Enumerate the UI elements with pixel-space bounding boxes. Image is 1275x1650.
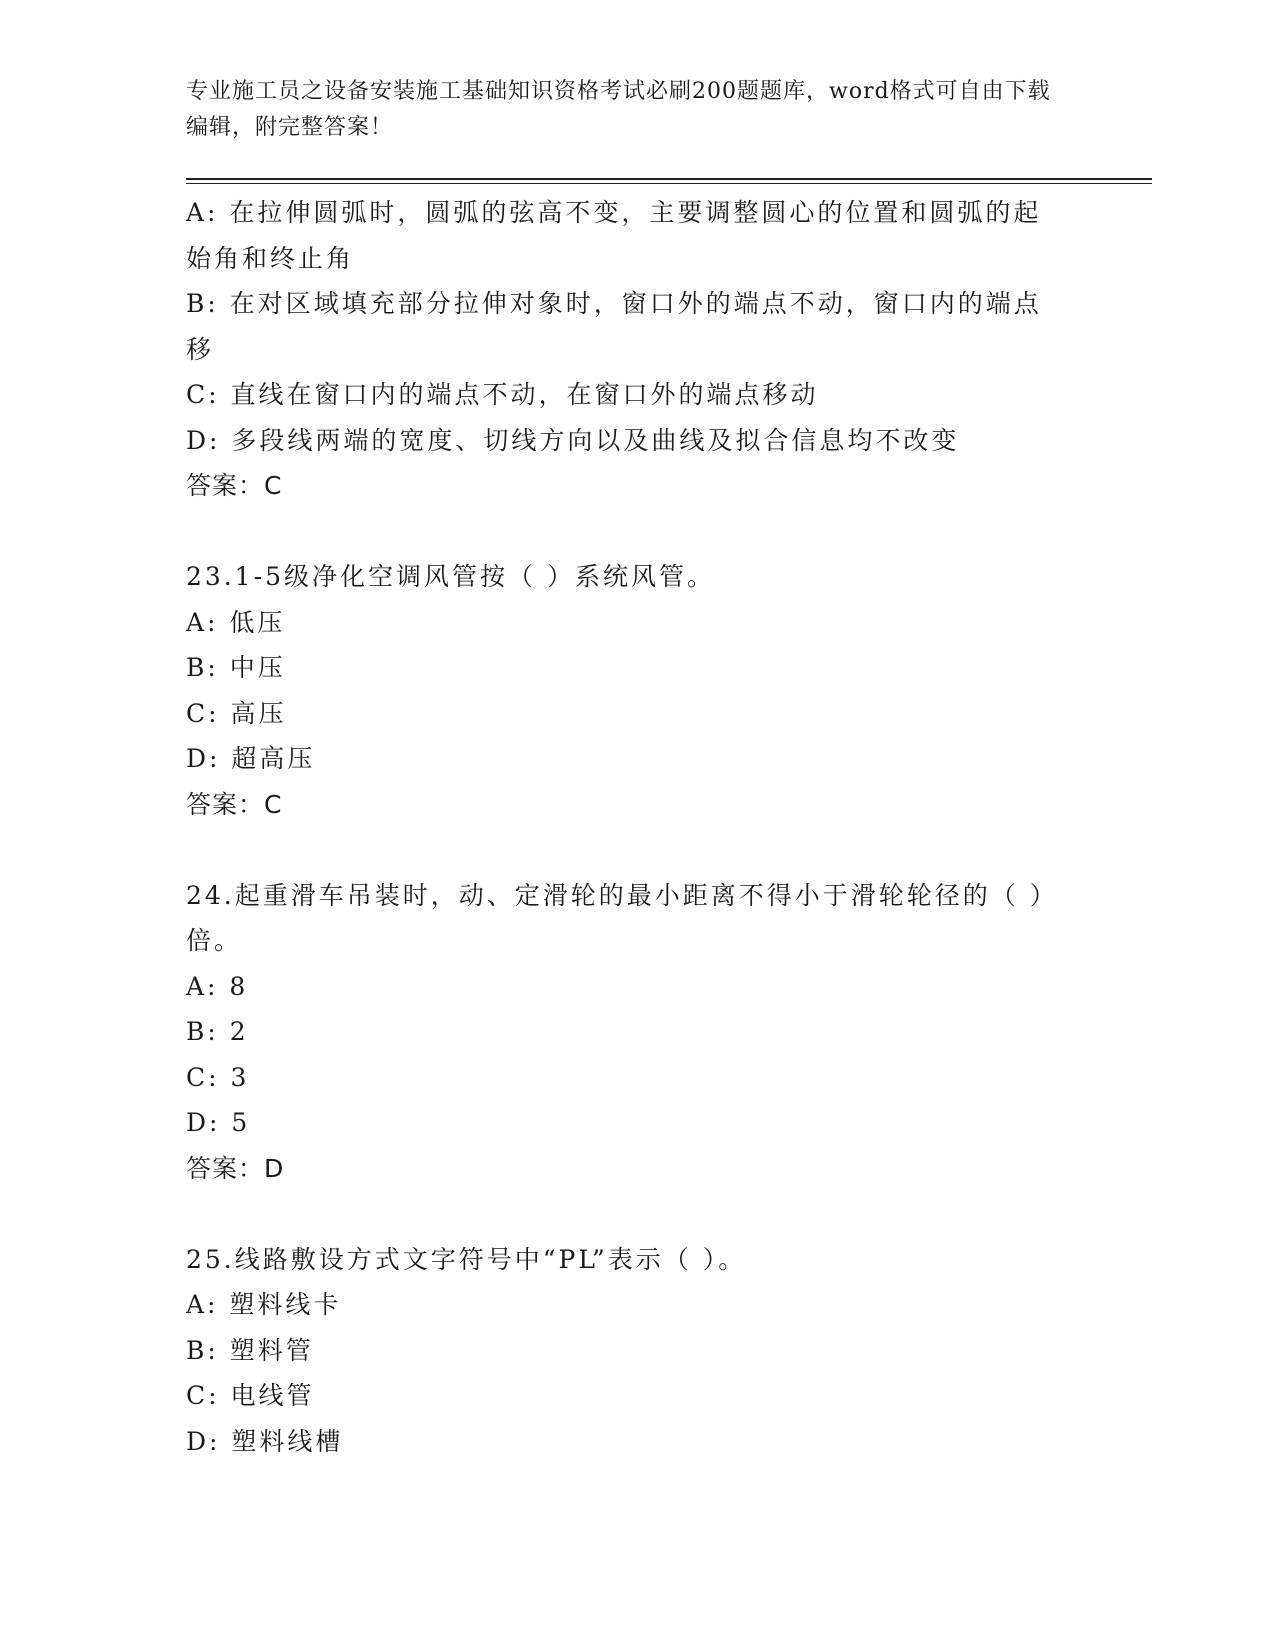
option-d: D: 塑料线槽	[186, 1426, 344, 1456]
question-25-block	[186, 1237, 1086, 1465]
option-c: C: 3	[186, 1062, 250, 1092]
option-b: B: 在对区域填充部分拉伸对象时，窗口外的端点不动，窗口内的端点移	[186, 289, 1042, 364]
option-c: C: 电线管	[186, 1381, 315, 1410]
question-stem: 25.线路敷设方式文字符号中“PL”表示（ ）。	[186, 1244, 747, 1274]
option-c: C: 直线在窗口内的端点不动，在窗口外的端点移动	[186, 380, 819, 409]
option-a: A: 8	[186, 971, 249, 1001]
answer-text: 答案：D	[186, 1153, 285, 1183]
option-d: D: 5	[186, 1108, 251, 1137]
spacer	[186, 1191, 1086, 1237]
document-header: 专业施工员之设备安装施工基础知识资格考试必刷200题题库，word格式可自由下载编辑，附完整答案！	[186, 79, 1051, 140]
header-divider-thin	[186, 183, 1152, 184]
question-22-block	[186, 190, 1086, 509]
option-b: B: 塑料管	[186, 1335, 314, 1365]
answer-text: 答案：C	[186, 789, 283, 819]
option-d: D: 多段线两端的宽度、切线方向以及曲线及拟合信息均不改变	[186, 425, 960, 455]
option-b: B: 2	[186, 1017, 249, 1046]
spacer	[186, 509, 1086, 555]
option-c: C: 高压	[186, 698, 287, 728]
spacer	[186, 827, 1086, 873]
question-stem: 23.1-5级净化空调风管按（ ）系统风管。	[186, 562, 715, 591]
question-23-block	[186, 554, 1086, 827]
question-24-block	[186, 873, 1086, 1192]
option-d: D: 超高压	[186, 744, 316, 773]
answer-text: 答案：C	[186, 471, 283, 500]
option-a: A: 在拉伸圆弧时，圆弧的弦高不变，主要调整圆心的位置和圆弧的起始角和终止角	[186, 198, 1042, 273]
question-content	[186, 190, 1086, 1464]
option-b: B: 中压	[186, 653, 286, 682]
question-stem: 24.起重滑车吊装时，动、定滑轮的最小距离不得小于滑轮轮径的（ ）倍。	[186, 880, 1058, 955]
header-divider-thick	[186, 178, 1152, 180]
option-a: A: 低压	[186, 607, 286, 637]
option-a: A: 塑料线卡	[186, 1290, 342, 1319]
